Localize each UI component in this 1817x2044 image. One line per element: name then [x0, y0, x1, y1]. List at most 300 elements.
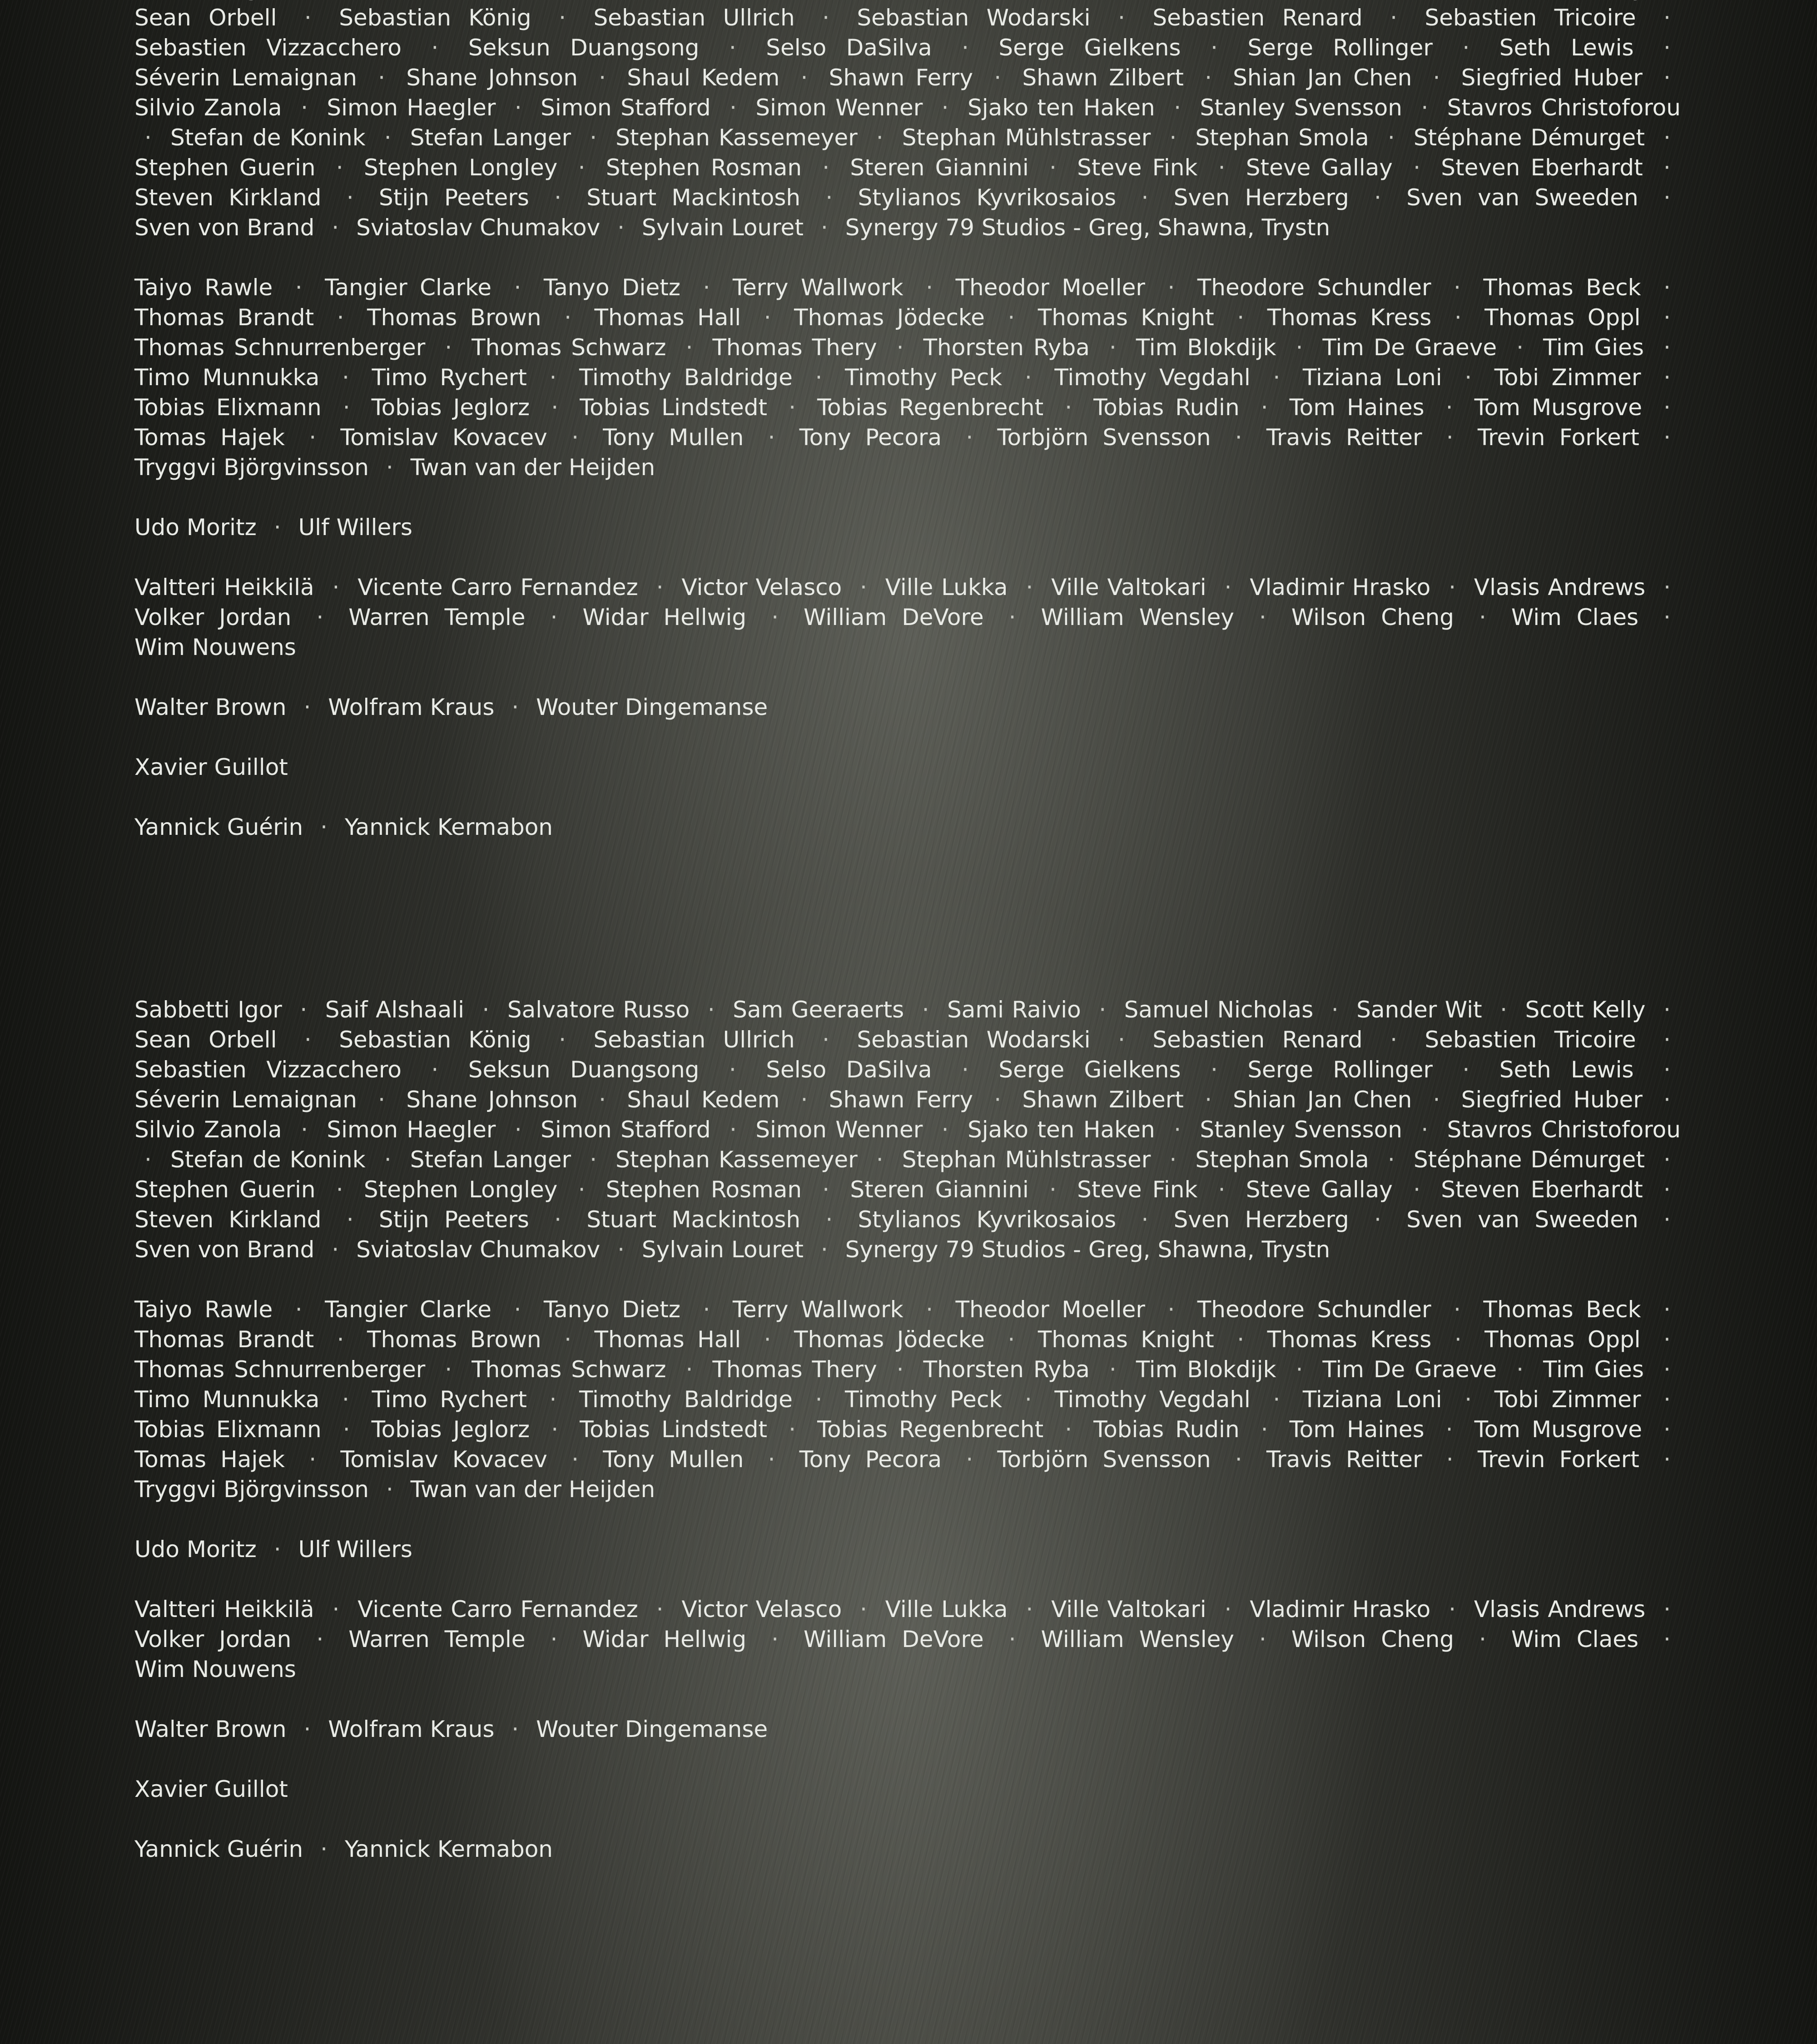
name-separator: ·: [791, 64, 818, 91]
name-separator: ·: [285, 274, 313, 301]
name-separator: ·: [505, 94, 532, 121]
credit-name: Steven Kirkland: [134, 1206, 322, 1233]
credit-name: Shaul Kedem: [627, 64, 779, 91]
credit-name: Sven Herzberg: [1174, 1206, 1349, 1233]
credit-name: Sebastien Renard: [1152, 5, 1362, 31]
credit-name: Stefan Langer: [410, 1146, 571, 1173]
name-separator: ·: [812, 1176, 839, 1203]
name-separator: ·: [337, 184, 364, 211]
credit-name: Shaul Kedem: [627, 1086, 779, 1113]
name-separator: ·: [1039, 154, 1067, 181]
credit-name: Sven van Sweeden: [1406, 184, 1638, 211]
credit-name: Stylianos Kyvrikosaios: [858, 1206, 1117, 1233]
credit-name: Silvio Zanola: [134, 94, 282, 121]
credit-name: Thomas Schnurrenberger: [134, 334, 425, 361]
credit-name: Tobi Zimmer: [1494, 364, 1641, 391]
credit-name: Tobias Lindstedt: [580, 394, 767, 421]
credit-name: Tim De Graeve: [1322, 1356, 1497, 1383]
credit-name: Sean Orbell: [134, 5, 277, 31]
credit-name: Sven von Brand: [134, 1236, 314, 1263]
credit-name: Simon Wenner: [755, 94, 923, 121]
credit-name: Tryggvi Björgvinsson: [134, 1476, 369, 1503]
credit-name: Volker Jordan: [134, 604, 291, 630]
name-separator: ·: [754, 1326, 781, 1353]
credit-name: Shawn Zilbert: [1022, 64, 1184, 91]
credit-name: Serge Rollinger: [1247, 35, 1433, 61]
name-separator: ·: [1490, 997, 1517, 1023]
credit-name: Tony Pecora: [799, 424, 942, 451]
credit-name: Tobias Regenbrecht: [817, 1416, 1043, 1443]
name-separator: ·: [1108, 1027, 1135, 1053]
name-separator: ·: [326, 154, 353, 181]
credit-name: Sebastian Wodarski: [857, 1027, 1090, 1053]
name-separator: ·: [1195, 1086, 1222, 1113]
credit-name: Thomas Thery: [712, 1356, 877, 1383]
name-separator: ·: [984, 64, 1011, 91]
name-separator: ·: [1321, 997, 1349, 1023]
credit-name: Steve Gallay: [1246, 154, 1393, 181]
credit-name: Salvatore Russo: [507, 997, 690, 1023]
credit-name: Wouter Dingemanse: [536, 694, 768, 720]
name-separator: ·: [1653, 154, 1681, 181]
credit-name: Steve Gallay: [1246, 1176, 1393, 1203]
credit-name: Theodore Schundler: [1197, 1296, 1431, 1323]
name-separator: ·: [1164, 94, 1191, 121]
credit-name: Sven von Brand: [134, 214, 314, 241]
name-separator: ·: [693, 274, 720, 301]
name-separator: ·: [1157, 274, 1185, 301]
credit-name: Vlasis Andrews: [1474, 574, 1645, 600]
name-separator: ·: [1653, 35, 1681, 61]
credit-name: Sebastien Vizzacchero: [134, 1057, 402, 1083]
name-separator: ·: [374, 124, 402, 151]
credit-name: Steve Fink: [1077, 1176, 1197, 1203]
credit-name: Tomislav Kovacev: [340, 1446, 547, 1473]
credit-name: Tomislav Kovacev: [340, 424, 547, 451]
name-separator: ·: [1653, 1206, 1681, 1233]
credit-name: Tiziana Loni: [1303, 1386, 1442, 1413]
name-separator: ·: [134, 1146, 162, 1173]
name-separator: ·: [1378, 124, 1405, 151]
name-separator: ·: [1653, 1086, 1681, 1113]
name-separator: ·: [791, 1086, 818, 1113]
name-separator: ·: [504, 1296, 531, 1323]
name-separator: ·: [1208, 1176, 1236, 1203]
name-separator: ·: [435, 1356, 462, 1383]
credit-name: Thomas Jödecke: [794, 1326, 985, 1353]
name-separator: ·: [815, 1206, 843, 1233]
name-separator: ·: [1653, 394, 1681, 421]
credit-name: Sjako ten Haken: [968, 94, 1155, 121]
credit-name: Thomas Brown: [367, 1326, 541, 1353]
credit-name: Terry Wallwork: [733, 274, 904, 301]
credit-name: Simon Stafford: [541, 94, 710, 121]
credit-name: Stephan Smola: [1195, 124, 1369, 151]
credit-name: Steve Fink: [1077, 154, 1197, 181]
credit-name: Wilson Cheng: [1291, 604, 1454, 630]
name-separator: ·: [1108, 5, 1135, 31]
credit-name: Seth Lewis: [1499, 35, 1634, 61]
credit-name: Séverin Lemaignan: [134, 64, 357, 91]
credit-name: Sylvain Louret: [642, 1236, 804, 1263]
credit-name: Tryggvi Björgvinsson: [134, 454, 369, 481]
credit-name: Selso DaSilva: [766, 35, 932, 61]
credit-name: Stephen Rosman: [606, 154, 802, 181]
name-separator: ·: [264, 1536, 291, 1563]
name-separator: ·: [812, 154, 839, 181]
credit-name: Stephen Longley: [364, 1176, 557, 1203]
credit-name: William DeVore: [804, 604, 984, 630]
name-separator: ·: [1251, 1416, 1278, 1443]
name-separator: ·: [299, 424, 326, 451]
name-separator: ·: [1263, 364, 1290, 391]
name-separator: ·: [1131, 184, 1158, 211]
name-separator: ·: [299, 1446, 326, 1473]
name-separator: ·: [932, 1116, 959, 1143]
name-separator: ·: [540, 1386, 567, 1413]
name-separator: ·: [134, 124, 162, 151]
name-separator: ·: [1506, 334, 1534, 361]
name-separator: ·: [956, 1446, 983, 1473]
credit-name: Taiyo Rawle: [134, 1296, 273, 1323]
name-separator: ·: [779, 394, 806, 421]
credit-name: Tom Musgrove: [1474, 394, 1642, 421]
name-separator: ·: [1653, 64, 1681, 91]
credit-name: Sebastien Vizzacchero: [134, 35, 402, 61]
name-separator: ·: [327, 304, 354, 331]
credit-name: Timothy Baldridge: [579, 364, 793, 391]
name-separator: ·: [998, 1326, 1025, 1353]
name-separator: ·: [1403, 154, 1430, 181]
name-separator: ·: [323, 1596, 350, 1622]
name-separator: ·: [1653, 274, 1681, 301]
credit-name: Sean Orbell: [134, 1027, 277, 1053]
name-separator: ·: [1131, 1206, 1158, 1233]
name-separator: ·: [589, 1086, 616, 1113]
credit-name: Sviatoslav Chumakov: [356, 214, 600, 241]
name-separator: ·: [719, 35, 746, 61]
name-separator: ·: [1653, 604, 1681, 630]
credit-name: Stuart Mackintosh: [586, 184, 800, 211]
credit-name: Simon Wenner: [755, 1116, 923, 1143]
name-separator: ·: [1225, 424, 1252, 451]
credit-name: Steven Eberhardt: [1441, 154, 1643, 181]
credit-name: Taiyo Rawle: [134, 274, 273, 301]
credit-name: Victor Velasco: [681, 574, 842, 600]
name-separator: ·: [294, 5, 322, 31]
name-separator: ·: [1653, 364, 1681, 391]
credit-name: Serge Gielkens: [998, 35, 1181, 61]
credit-name: Sven van Sweeden: [1406, 1206, 1638, 1233]
credit-name: Tangier Clarke: [325, 274, 491, 301]
name-separator: ·: [1380, 5, 1407, 31]
name-separator: ·: [999, 1626, 1026, 1652]
name-separator: ·: [505, 1116, 532, 1143]
credit-name: Simon Stafford: [541, 1116, 710, 1143]
name-separator: ·: [540, 364, 567, 391]
name-separator: ·: [646, 574, 674, 600]
credit-name: Stephen Guerin: [134, 1176, 316, 1203]
name-separator: ·: [306, 604, 333, 630]
name-separator: ·: [421, 1057, 448, 1083]
name-separator: ·: [554, 1326, 581, 1353]
credit-name: Travis Reitter: [1266, 424, 1422, 451]
credit-name: Torbjörn Svensson: [997, 424, 1211, 451]
credit-name: Tobias Jeglorz: [372, 1416, 530, 1443]
credit-name: Sviatoslav Chumakov: [356, 1236, 600, 1263]
name-separator: ·: [322, 214, 349, 241]
credit-name: Thomas Schnurrenberger: [134, 1356, 425, 1383]
name-separator: ·: [1423, 1086, 1450, 1113]
name-separator: ·: [326, 1176, 353, 1203]
name-separator: ·: [580, 1146, 607, 1173]
credit-name: Shawn Ferry: [829, 64, 973, 91]
credit-name: Tobias Elixmann: [134, 1416, 322, 1443]
name-separator: ·: [1436, 1416, 1463, 1443]
credit-name: Saif Alshaali: [325, 997, 464, 1023]
credit-name: Tom Haines: [1290, 1416, 1425, 1443]
name-separator: ·: [374, 1146, 402, 1173]
credit-name: Victor Velasco: [681, 1596, 842, 1622]
credit-name: Sebastian König: [339, 1027, 531, 1053]
name-separator: ·: [1653, 1626, 1681, 1652]
credit-name: Walter Brown: [134, 694, 287, 720]
credit-name: Thomas Oppl: [1484, 1326, 1640, 1353]
credit-name: Stuart Mackintosh: [586, 1206, 800, 1233]
name-separator: ·: [554, 304, 581, 331]
name-separator: ·: [285, 1296, 313, 1323]
credit-name: Stephan Mühlstrasser: [902, 1146, 1151, 1173]
credit-name: Vladimir Hrasko: [1250, 574, 1430, 600]
name-separator: ·: [952, 35, 979, 61]
credit-name: Ville Valtokari: [1051, 574, 1206, 600]
name-separator: ·: [916, 274, 943, 301]
name-separator: ·: [1208, 154, 1236, 181]
name-separator: ·: [607, 1236, 635, 1263]
credit-name: Ville Lukka: [885, 1596, 1008, 1622]
name-separator: ·: [1653, 1446, 1681, 1473]
credit-name: Thomas Schwarz: [472, 334, 666, 361]
name-separator: ·: [1411, 94, 1438, 121]
name-separator: ·: [1039, 1176, 1067, 1203]
credit-name: Shawn Zilbert: [1022, 1086, 1184, 1113]
name-separator: ·: [1164, 1116, 1191, 1143]
credit-name: Wim Nouwens: [134, 1656, 296, 1682]
credit-name: Thomas Hall: [594, 1326, 741, 1353]
name-separator: ·: [1653, 1416, 1681, 1443]
credit-name: Thomas Brandt: [134, 1326, 314, 1353]
name-separator: ·: [541, 1416, 568, 1443]
credit-name: Steven Kirkland: [134, 184, 322, 211]
name-separator: ·: [504, 274, 531, 301]
credit-name: Stephan Smola: [1195, 1146, 1369, 1173]
name-separator: ·: [1653, 1057, 1681, 1083]
name-separator: ·: [1089, 997, 1116, 1023]
credit-name: Timothy Vegdahl: [1054, 364, 1250, 391]
credit-name: William DeVore: [804, 1626, 984, 1652]
credit-name: Timothy Baldridge: [579, 1386, 793, 1413]
name-separator: ·: [568, 1176, 596, 1203]
credit-name: Tobias Rudin: [1093, 394, 1239, 421]
name-separator: ·: [758, 1446, 785, 1473]
credit-name: Stephen Rosman: [606, 1176, 802, 1203]
name-separator: ·: [306, 1626, 333, 1652]
name-separator: ·: [368, 1086, 395, 1113]
credit-name: Tim Blokdijk: [1136, 1356, 1276, 1383]
name-separator: ·: [332, 364, 359, 391]
credit-name: Tim De Graeve: [1322, 334, 1497, 361]
name-separator: ·: [720, 1116, 747, 1143]
name-separator: ·: [850, 574, 877, 600]
name-separator: ·: [1364, 184, 1391, 211]
name-separator: ·: [1653, 1027, 1681, 1053]
name-separator: ·: [1411, 1116, 1438, 1143]
credit-name: Sam Geeraerts: [733, 997, 904, 1023]
name-separator: ·: [607, 214, 635, 241]
credit-name: Sebastian Ullrich: [593, 5, 794, 31]
name-separator: ·: [568, 154, 596, 181]
name-separator: ·: [333, 1416, 360, 1443]
credit-name: Xavier Guillot: [134, 1776, 288, 1802]
credit-name: Xavier Guillot: [134, 754, 288, 780]
name-separator: ·: [1159, 124, 1187, 151]
credit-name: Sven Herzberg: [1174, 184, 1349, 211]
credit-name: Tiziana Loni: [1303, 364, 1442, 391]
credit-name: Sebastian König: [339, 5, 531, 31]
name-separator: ·: [421, 35, 448, 61]
name-separator: ·: [501, 694, 529, 720]
name-separator: ·: [472, 997, 500, 1023]
credit-name: Vicente Carro Fernandez: [357, 574, 638, 600]
name-separator: ·: [1445, 1326, 1472, 1353]
credit-name: Tony Mullen: [603, 1446, 744, 1473]
credit-name: Sami Raivio: [947, 997, 1081, 1023]
credit-name: Theodor Moeller: [955, 1296, 1145, 1323]
credit-name: William Wensley: [1041, 1626, 1234, 1652]
credit-name: Stephan Mühlstrasser: [902, 124, 1151, 151]
name-separator: ·: [887, 1356, 914, 1383]
credit-name: Sebastien Tricoire: [1425, 5, 1636, 31]
credit-name: Steren Giannini: [850, 154, 1028, 181]
name-separator: ·: [294, 1027, 322, 1053]
name-separator: ·: [811, 1236, 838, 1263]
credit-name: Theodore Schundler: [1197, 274, 1431, 301]
credit-name: Udo Moritz: [134, 514, 257, 541]
credit-name: Synergy 79 Studios - Greg, Shawna, Trystn: [845, 214, 1330, 241]
name-separator: ·: [1016, 1596, 1043, 1622]
credit-name: Thomas Brandt: [134, 304, 314, 331]
name-separator: ·: [1653, 1146, 1681, 1173]
name-separator: ·: [1452, 1057, 1479, 1083]
credit-name: Stijn Peeters: [379, 1206, 529, 1233]
credit-name: Stefan Langer: [410, 124, 571, 151]
name-separator: ·: [758, 424, 785, 451]
name-separator: ·: [912, 997, 939, 1023]
credit-name: Thomas Jödecke: [794, 304, 985, 331]
credit-name: Sylvain Louret: [642, 214, 804, 241]
credit-name: Twan van der Heijden: [411, 454, 655, 481]
name-separator: ·: [544, 1206, 571, 1233]
credit-name: Thomas Thery: [712, 334, 877, 361]
name-separator: ·: [1380, 1027, 1407, 1053]
credit-name: Ville Valtokari: [1051, 1596, 1206, 1622]
name-separator: ·: [1469, 1626, 1496, 1652]
name-separator: ·: [1215, 1596, 1242, 1622]
name-separator: ·: [1653, 997, 1681, 1023]
name-separator: ·: [805, 1386, 833, 1413]
credit-name: Stéphane Démurget: [1414, 1146, 1645, 1173]
name-separator: ·: [866, 124, 894, 151]
name-separator: ·: [811, 214, 838, 241]
name-separator: ·: [1653, 5, 1681, 31]
credit-name: Thomas Hall: [594, 304, 741, 331]
name-separator: ·: [310, 1836, 338, 1862]
credit-name: Stephen Longley: [364, 154, 557, 181]
credit-name: Shane Johnson: [406, 64, 578, 91]
credit-name: Thomas Kress: [1267, 304, 1432, 331]
name-separator: ·: [1436, 1446, 1464, 1473]
credit-name: Thomas Oppl: [1484, 304, 1640, 331]
credit-name: Thomas Schwarz: [472, 1356, 666, 1383]
name-separator: ·: [1227, 1326, 1254, 1353]
name-separator: ·: [1225, 1446, 1252, 1473]
credit-name: Tanyo Dietz: [544, 274, 680, 301]
name-separator: ·: [1215, 574, 1242, 600]
name-separator: ·: [850, 1596, 877, 1622]
credit-name: Thomas Kress: [1267, 1326, 1432, 1353]
name-separator: ·: [1378, 1146, 1405, 1173]
credit-name: Serge Rollinger: [1247, 1057, 1433, 1083]
credit-name: Wolfram Kraus: [328, 694, 494, 720]
credit-name: Wilson Cheng: [1291, 1626, 1454, 1652]
name-separator: ·: [589, 64, 616, 91]
name-separator: ·: [1286, 334, 1313, 361]
credit-name: Thorsten Ryba: [923, 1356, 1089, 1383]
credit-name: Tobias Regenbrecht: [817, 394, 1043, 421]
credit-name: Vicente Carro Fernandez: [357, 1596, 638, 1622]
credit-name: Simon Haegler: [327, 1116, 496, 1143]
credit-name: Tobias Jeglorz: [372, 394, 530, 421]
credit-name: Sebastien Tricoire: [1425, 1027, 1636, 1053]
credit-name: Timo Munnukka: [134, 364, 319, 391]
name-separator: ·: [1286, 1356, 1313, 1383]
name-separator: ·: [1444, 1296, 1471, 1323]
name-separator: ·: [1195, 64, 1222, 91]
credit-name: Sabbetti Igor: [134, 997, 282, 1023]
name-separator: ·: [1423, 64, 1450, 91]
credit-name: Warren Temple: [348, 604, 525, 630]
name-separator: ·: [541, 394, 568, 421]
name-separator: ·: [1653, 1176, 1681, 1203]
name-separator: ·: [1403, 1176, 1430, 1203]
name-separator: ·: [1452, 35, 1479, 61]
credit-name: Valtteri Heikkilä: [134, 1596, 314, 1622]
name-separator: ·: [1653, 184, 1681, 211]
name-separator: ·: [323, 574, 350, 600]
name-separator: ·: [805, 364, 833, 391]
name-separator: ·: [1653, 334, 1681, 361]
credit-name: Theodor Moeller: [955, 274, 1145, 301]
name-separator: ·: [544, 184, 571, 211]
name-separator: ·: [1159, 1146, 1187, 1173]
credit-name: Timothy Peck: [845, 1386, 1002, 1413]
credit-name: Stylianos Kyvrikosaios: [858, 184, 1117, 211]
credit-name: Samuel Nicholas: [1124, 997, 1314, 1023]
name-separator: ·: [337, 1206, 364, 1233]
name-separator: ·: [761, 604, 789, 630]
credit-name: Vlasis Andrews: [1474, 1596, 1645, 1622]
name-separator: ·: [1157, 1296, 1185, 1323]
